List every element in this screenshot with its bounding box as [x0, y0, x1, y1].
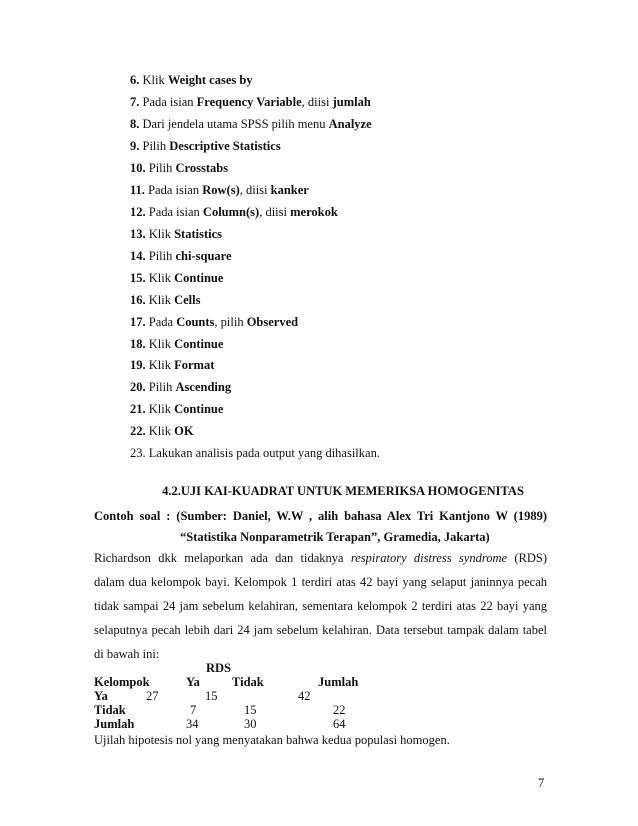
step-17: 17. Pada Counts, pilih Observed	[130, 315, 299, 329]
table-cell: 34	[186, 717, 199, 731]
table-header-tidak: Tidak	[232, 675, 264, 689]
table-row-label: Jumlah	[94, 717, 135, 731]
table-header-kelompok: Kelompok	[94, 675, 150, 689]
paragraph-line: tidak sampai 24 jam sebelum kelahiran, sementara kelompok 2 terdiri atas 22 bayi yang	[94, 599, 547, 613]
step-8: 8. Dari jendela utama SPSS pilih menu Analyze	[130, 117, 372, 131]
step-18: 18. Klik Continue	[130, 337, 224, 351]
table-cell: 15	[205, 689, 218, 703]
step-6: 6. Klik Weight cases by	[130, 73, 253, 87]
step-22: 22. Klik OK	[130, 424, 194, 438]
table-cell: 64	[333, 717, 346, 731]
step-7: 7. Pada isian Frequency Variable, diisi jumlah	[130, 95, 371, 109]
example-paragraph	[94, 546, 547, 666]
example-source-title: “Statistika Nonparametrik Terapan”, Gramedia, Jakarta)	[180, 530, 490, 544]
step-9: 9. Pilih Descriptive Statistics	[130, 139, 281, 153]
step-14: 14. Pilih chi-square	[130, 249, 232, 263]
paragraph-line: di bawah ini:	[94, 647, 160, 661]
step-12: 12. Pada isian Column(s), diisi merokok	[130, 205, 338, 219]
paragraph-line: Richardson dkk melaporkan ada dan tidaknya respiratory distress syndrome (RDS)	[94, 551, 547, 565]
example-source: Contoh soal : (Sumber: Daniel, W.W , alih bahasa Alex Tri Kantjono W (1989)	[94, 509, 547, 523]
table-cell: 42	[298, 689, 311, 703]
step-11: 11. Pada isian Row(s), diisi kanker	[130, 183, 309, 197]
table-cell: 15	[244, 703, 257, 717]
step-23: 23. Lakukan analisis pada output yang dihasilkan.	[130, 446, 380, 460]
table-cell: 30	[244, 717, 257, 731]
hypothesis-instruction: Ujilah hipotesis nol yang menyatakan bahwa kedua populasi homogen.	[94, 733, 450, 747]
paragraph-line: dalam dua kelompok bayi. Kelompok 1 terdiri atas 42 bayi yang selaput janinnya pecah	[94, 575, 547, 589]
step-15: 15. Klik Continue	[130, 271, 224, 285]
table-cell: 27	[146, 689, 159, 703]
step-10: 10. Pilih Crosstabs	[130, 161, 229, 175]
section-heading: 4.2.UJI KAI-KUADRAT UNTUK MEMERIKSA HOMOGENITAS	[162, 484, 524, 498]
step-20: 20. Pilih Ascending	[130, 380, 232, 394]
table-row-label: Ya	[94, 689, 108, 703]
table-rds-header: RDS	[206, 661, 232, 675]
paragraph-line: selaputnya pecah lebih dari 24 jam sebelum kelahiran. Data tersebut tampak dalam tabel	[94, 623, 547, 637]
page-number: 7	[538, 776, 545, 790]
table-cell: 22	[333, 703, 346, 717]
table-header-ya: Ya	[186, 675, 200, 689]
table-row-label: Tidak	[94, 703, 126, 717]
step-13: 13. Klik Statistics	[130, 227, 223, 241]
step-16: 16. Klik Cells	[130, 293, 201, 307]
table-cell: 7	[190, 703, 197, 717]
step-21: 21. Klik Continue	[130, 402, 224, 416]
table-header-jumlah: Jumlah	[318, 675, 359, 689]
step-19: 19. Klik Format	[130, 358, 215, 372]
